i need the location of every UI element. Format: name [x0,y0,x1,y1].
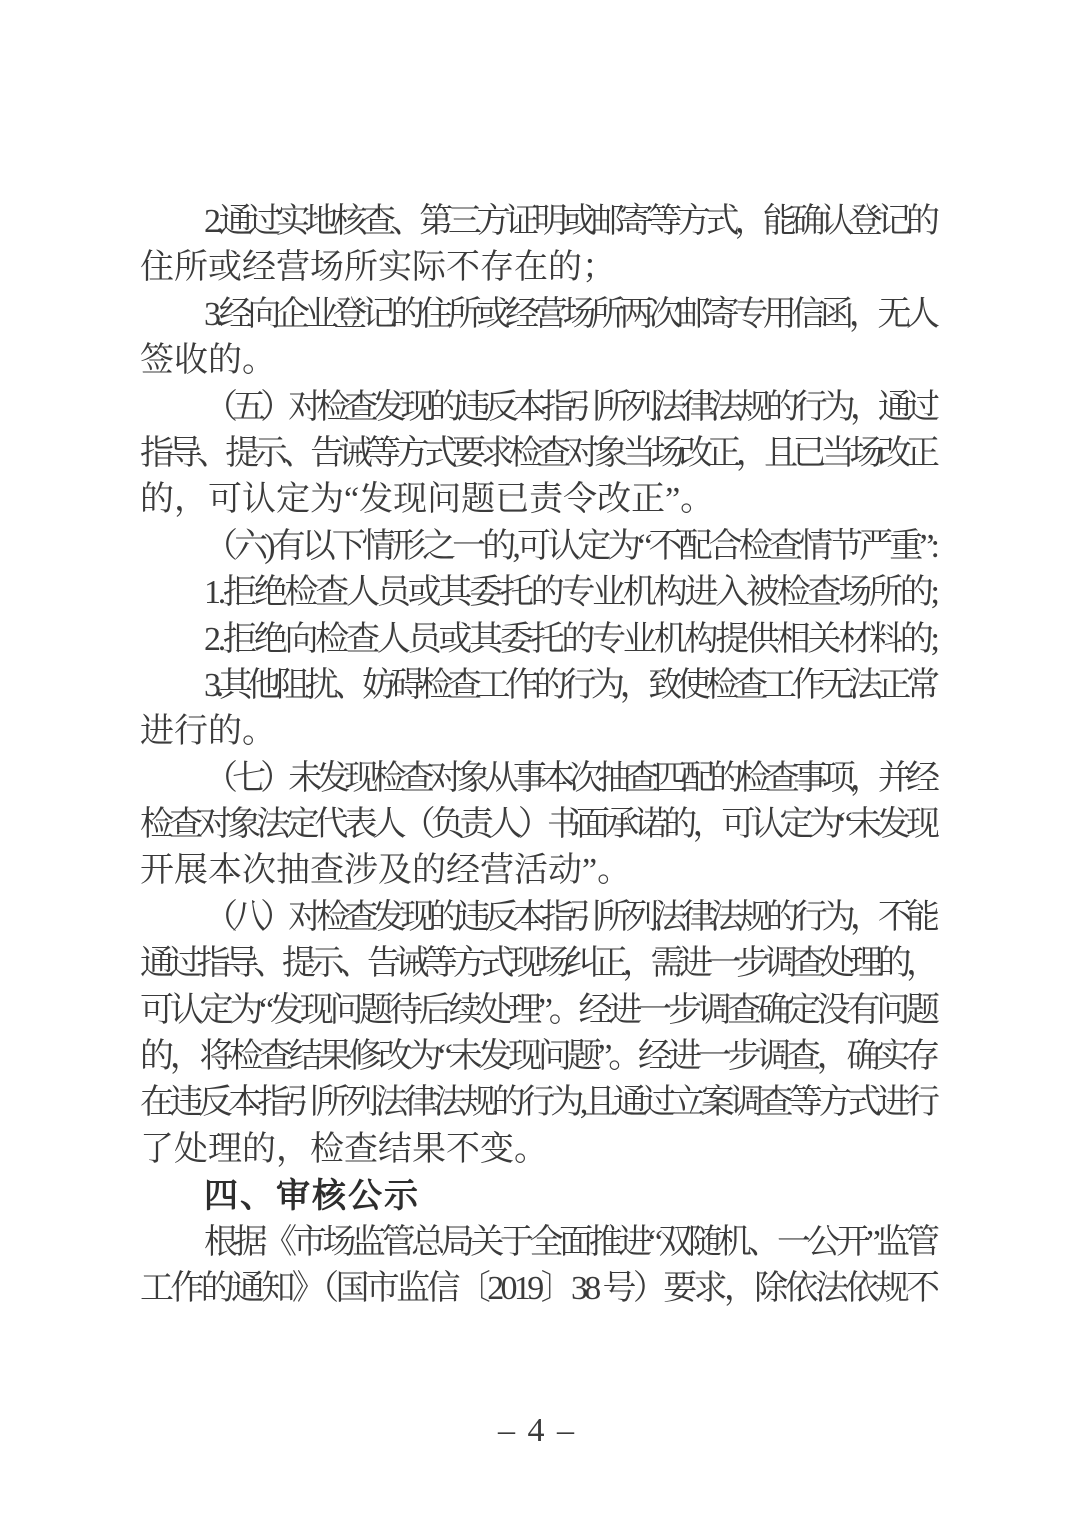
text-line-content: 3.经向企业登记的住所或经营场所两次邮寄专用信函，无人 [204,295,935,333]
text-line [140,1080,940,1126]
text-line [140,895,940,941]
text-line [140,1034,940,1080]
text-line-content: 的，将检查结果修改为“未发现问题”。经进一步调查，确实存 [140,1038,936,1076]
text-line-content: 通过指导、提示、告诫等方式现场纠正，需进一步调查处理的， [140,945,935,983]
text-line [140,292,940,338]
text-line [140,941,940,987]
text-line [140,663,940,709]
text-line [140,245,940,291]
text-line-content: 可认定为“发现问题待后续处理”。经进一步调查确定没有问题 [140,991,936,1029]
text-line [140,617,940,663]
text-line-content: 了处理的，检查结果不变。 [140,1130,548,1168]
text-line-content: 3.其他阻扰、妨碍检查工作的行为，致使检查工作无法正常 [204,666,935,704]
text-line-content: 开展本次抽查涉及的经营活动”。 [140,852,632,890]
text-line-content: 2.拒绝向检查人员或其委托的专业机构提供相关材料的; [204,620,937,658]
text-line-content: （七）未发现检查对象从事本次抽查匹配的检查事项，并经 [204,759,935,797]
text-line-content: 检查对象法定代表人（负责人）书面承诺的，可认定为“未发现 [140,806,936,844]
text-line [140,570,940,616]
text-line-content: 签收的。 [140,342,276,380]
text-line-content: 在违反本指引所列法律法规的行为,且通过立案调查等方式进行 [140,1084,936,1122]
text-line [140,756,940,802]
text-line-content: 四、审核公示 [204,1177,420,1216]
text-line-content: （八）对检查发现的违反本指引所列法律法规的行为，不能 [204,898,935,936]
text-line-content: 住所或经营场所实际不存在的； [140,249,616,287]
text-line-content: 1.拒绝检查人员或其委托的专业机构进入被检查场所的; [204,574,937,612]
text-line [140,848,940,894]
page-number: – 4 – [498,1412,576,1449]
text-line-content: 根据《市场监管总局关于全面推进“双随机、一公开”监管 [204,1223,936,1261]
text-line-content: 的，可认定为“发现问题已责令改正”。 [140,481,715,519]
text-line-content: （五）对检查发现的违反本指引所列法律法规的行为，通过 [204,388,935,426]
text-line [140,431,940,477]
text-line-content: 工作的通知》（国市监信〔2019〕38 号）要求，除依法依规不 [140,1269,937,1307]
text-line-content: （六)有以下情形之一的,可认定为“不配合检查情节严重”: [204,527,937,565]
text-line [140,1127,940,1173]
text-line [140,199,940,245]
text-line [140,1266,940,1312]
text-line-content: 进行的。 [140,713,276,751]
section-heading [140,1173,940,1219]
text-line [140,385,940,431]
text-line [140,709,940,755]
text-line-content: 指导、提示、告诫等方式要求检查对象当场改正，且已当场改正 [140,434,935,472]
text-line [140,338,940,384]
text-line-content: 2.通过实地核查、第三方证明或邮寄等方式，能确认登记的 [204,203,935,240]
text-line [140,524,940,570]
text-line [140,1220,940,1266]
text-line [140,988,940,1034]
text-line [140,477,940,523]
text-line [140,802,940,848]
document-body [140,199,940,1312]
